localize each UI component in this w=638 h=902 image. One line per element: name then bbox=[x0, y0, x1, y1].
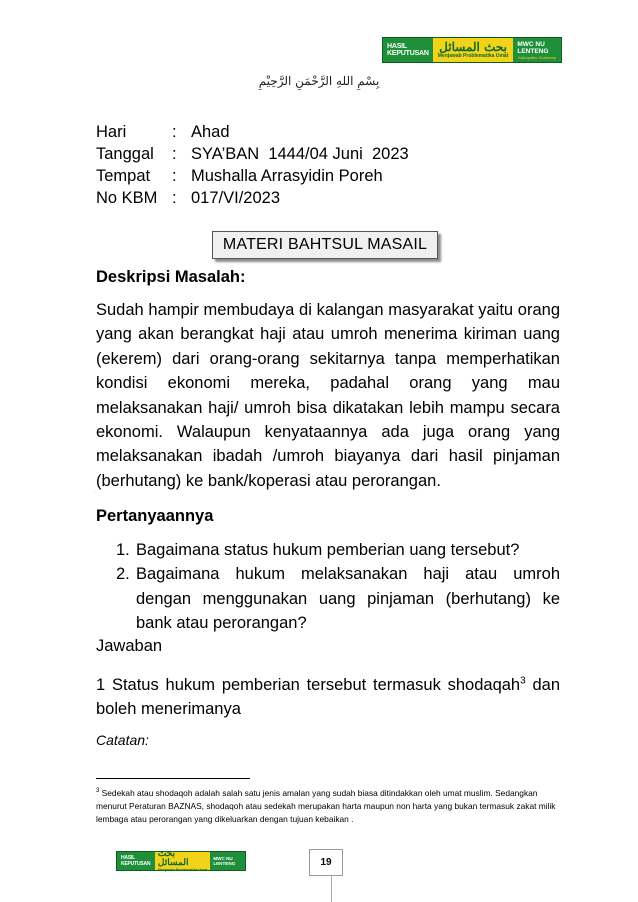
question-text: Bagaimana status hukum pemberian uang tersebut? bbox=[136, 541, 520, 559]
question-list bbox=[116, 538, 560, 636]
info-sep: : bbox=[172, 167, 177, 185]
info-table bbox=[96, 121, 409, 209]
question-item bbox=[116, 538, 560, 562]
answer-paragraph bbox=[96, 673, 570, 722]
footer-badge bbox=[116, 851, 246, 871]
question-item bbox=[116, 562, 560, 635]
footnote-text: Sedekah atau shodaqoh adalah salah satu jenis amalan yang sudah biasa ditindakkan oleh umat muslim. Sedangkan menurut Peraturan BAZNAS, shodaqoh atau sedekah merupakan harta maupun non harta yang bukan termasuk zakat milik lembaga atau perorangan yang dikeluarkan dengan tujuan kebaikan . bbox=[96, 787, 556, 824]
question-number: 1. bbox=[116, 541, 130, 559]
info-label: Hari bbox=[96, 123, 127, 141]
info-label: No KBM bbox=[96, 189, 158, 207]
deskripsi-heading: Deskripsi Masalah: bbox=[96, 268, 246, 286]
footer-badge-tagline: Menjawab Problematika Umat bbox=[157, 868, 208, 872]
info-sep: : bbox=[172, 123, 177, 141]
jawaban-heading: Jawaban bbox=[96, 637, 163, 655]
page-number: 19 bbox=[309, 849, 343, 876]
info-value: 017/VI/2023 bbox=[191, 189, 280, 207]
info-row bbox=[96, 143, 409, 165]
badge-right-text: MWC NU LENTENG bbox=[517, 40, 549, 55]
footnote bbox=[96, 785, 566, 826]
pertanyaan-heading: Pertanyaannya bbox=[96, 507, 214, 525]
info-value: Mushalla Arrasyidin Poreh bbox=[191, 167, 383, 185]
info-row bbox=[96, 165, 409, 187]
footer-badge-right-block bbox=[210, 852, 245, 870]
footer-badge-right-text: MWC NU LENTENG bbox=[213, 856, 236, 866]
footnote-divider bbox=[96, 778, 250, 779]
footnote-marker: 3 bbox=[96, 788, 100, 794]
question-number: 2. bbox=[116, 565, 130, 584]
info-value: SYA’BAN 1444/04 Juni 2023 bbox=[191, 145, 409, 163]
answer-text: 1 Status hukum pemberian tersebut termasuk shodaqah bbox=[96, 676, 521, 694]
footer-badge-arabic-block bbox=[155, 849, 210, 872]
info-row bbox=[96, 187, 409, 209]
header-badge bbox=[382, 37, 562, 63]
badge-arabic-text: بحث المسائل bbox=[439, 40, 507, 54]
info-value: Ahad bbox=[191, 123, 230, 141]
badge-tagline: Menjawab Problematika Umat bbox=[437, 53, 509, 59]
badge-right-subtext: Kabupaten Sumenep bbox=[518, 54, 556, 60]
info-label: Tempat bbox=[96, 167, 151, 185]
badge-right-block bbox=[513, 38, 561, 62]
info-sep: : bbox=[172, 145, 177, 163]
footer-badge-arabic-text: بحث المسائل bbox=[157, 849, 189, 868]
footer-vertical-line bbox=[331, 876, 332, 902]
badge-arabic-block bbox=[433, 38, 514, 62]
info-label: Tanggal bbox=[96, 145, 154, 163]
materi-title-box: MATERI BAHTSUL MASAIL bbox=[212, 231, 438, 259]
footnote-ref[interactable]: 3 bbox=[520, 675, 526, 687]
catatan-label: Catatan: bbox=[96, 732, 149, 748]
info-row bbox=[96, 121, 409, 143]
footer-badge-left-text: HASIL KEPUTUSAN bbox=[121, 855, 151, 867]
stray-mark: . bbox=[94, 489, 96, 495]
question-text: Bagaimana hukum melaksanakan haji atau umroh dengan menggunakan uang pinjaman (berhutang) ke bank atau perorangan? bbox=[136, 565, 560, 633]
deskripsi-paragraph: Sudah hampir membudaya di kalangan masyarakat yaitu orang yang akan berangkat haji atau umroh menerima kiriman uang (ekerem) dari orang-orang sekitarnya tanpa memperhatikan kondisi ekonomi mereka, padahal orang yang mau melaksanakan haji/ umroh bisa dikatakan lebih mampu secara ekonomi. Walaupun kenyataannya ada juga orang yang melaksanakan ibadah /umroh biayanya dari hasil pinjaman (berhutang) ke bank/koperasi atau perorangan. bbox=[96, 301, 560, 490]
basmala: بِسْمِ اللهِ الرَّحْمَنِ الرَّحِيْمِ bbox=[258, 74, 380, 88]
answer-text-continued: dan boleh menerimanya bbox=[96, 676, 570, 719]
badge-left-text: HASIL KEPUTUSAN bbox=[387, 43, 429, 57]
info-sep: : bbox=[172, 189, 177, 207]
